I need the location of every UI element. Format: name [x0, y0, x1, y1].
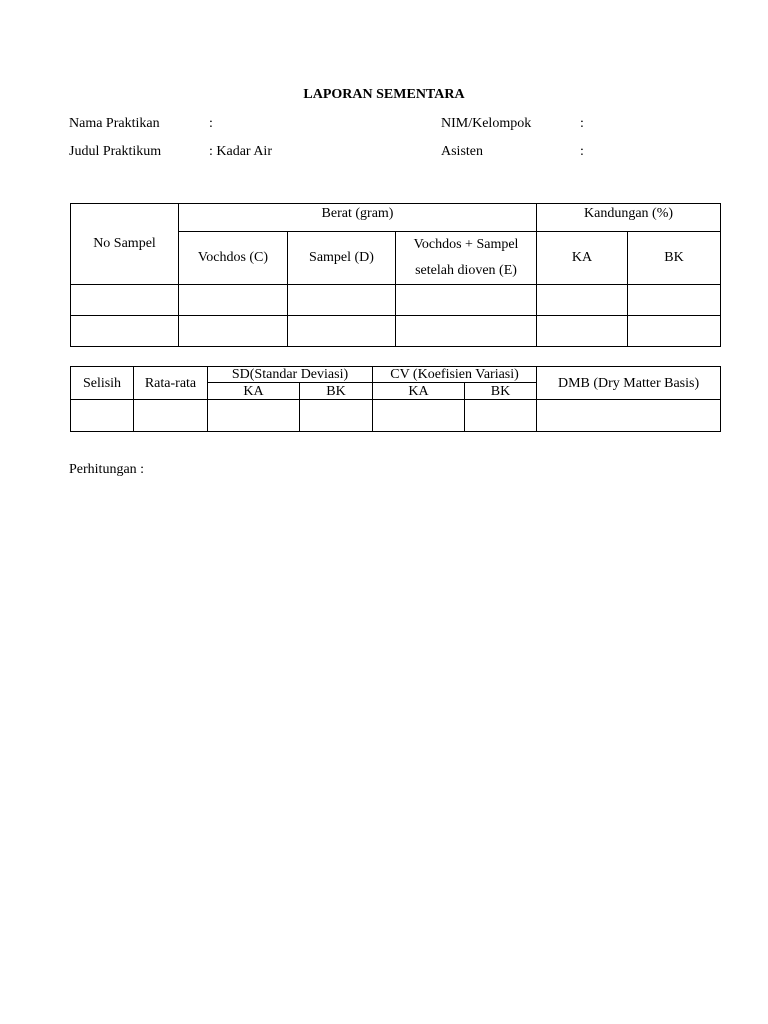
- table-cell[interactable]: [628, 316, 721, 347]
- table-cell[interactable]: [134, 400, 208, 432]
- cv-ka-header: KA: [373, 383, 465, 400]
- sd-bk-header: BK: [300, 383, 373, 400]
- table-cell[interactable]: [396, 316, 537, 347]
- dmb-header: DMB (Dry Matter Basis): [537, 367, 721, 400]
- cv-bk-header: BK: [465, 383, 537, 400]
- judul-praktikum-value: : Kadar Air: [209, 144, 272, 159]
- report-title: LAPORAN SEMENTARA: [303, 87, 465, 102]
- vochdos-sampel-header: [396, 232, 537, 285]
- cv-header: CV (Koefisien Variasi): [373, 367, 537, 383]
- table-cell[interactable]: [71, 285, 179, 316]
- table-cell[interactable]: [396, 285, 537, 316]
- no-sampel-header: No Sampel: [71, 204, 179, 285]
- table-cell[interactable]: [537, 400, 721, 432]
- sd-header: SD(Standar Deviasi): [208, 367, 373, 383]
- rata-rata-header: Rata-rata: [134, 367, 208, 400]
- judul-praktikum-label: Judul Praktikum: [69, 144, 162, 159]
- table-cell[interactable]: [179, 316, 288, 347]
- table-cell[interactable]: [537, 285, 628, 316]
- table-cell[interactable]: [288, 285, 396, 316]
- perhitungan-label: Perhitungan :: [69, 462, 145, 477]
- table-cell[interactable]: [465, 400, 537, 432]
- nim-kelompok-label: NIM/Kelompok: [441, 116, 532, 131]
- table-cell[interactable]: [300, 400, 373, 432]
- table-cell[interactable]: [208, 400, 300, 432]
- weight-table: [70, 203, 721, 347]
- table-cell[interactable]: [537, 316, 628, 347]
- vochdos-sampel-line1: Vochdos + Sampel: [413, 237, 519, 252]
- table-cell[interactable]: [71, 316, 179, 347]
- ka-header: KA: [537, 232, 628, 285]
- table-cell[interactable]: [628, 285, 721, 316]
- kandungan-header: Kandungan (%): [537, 204, 721, 232]
- table-cell[interactable]: [71, 400, 134, 432]
- table-cell[interactable]: [179, 285, 288, 316]
- nim-kelompok-value: :: [580, 116, 584, 131]
- table-row: [71, 400, 721, 432]
- vochdos-sampel-line2: setelah dioven (E): [415, 263, 517, 278]
- table-cell[interactable]: [373, 400, 465, 432]
- table-row: [71, 316, 721, 347]
- selisih-header: Selisih: [71, 367, 134, 400]
- statistics-table: [70, 366, 721, 432]
- berat-header: Berat (gram): [179, 204, 537, 232]
- nama-praktikan-value: :: [209, 116, 213, 131]
- vochdos-header: Vochdos (C): [179, 232, 288, 285]
- sd-ka-header: KA: [208, 383, 300, 400]
- bk-header: BK: [628, 232, 721, 285]
- table-row: [71, 285, 721, 316]
- sampel-header: Sampel (D): [288, 232, 396, 285]
- nama-praktikan-label: Nama Praktikan: [69, 116, 160, 131]
- table-cell[interactable]: [288, 316, 396, 347]
- asisten-label: Asisten: [441, 144, 483, 159]
- asisten-value: :: [580, 144, 584, 159]
